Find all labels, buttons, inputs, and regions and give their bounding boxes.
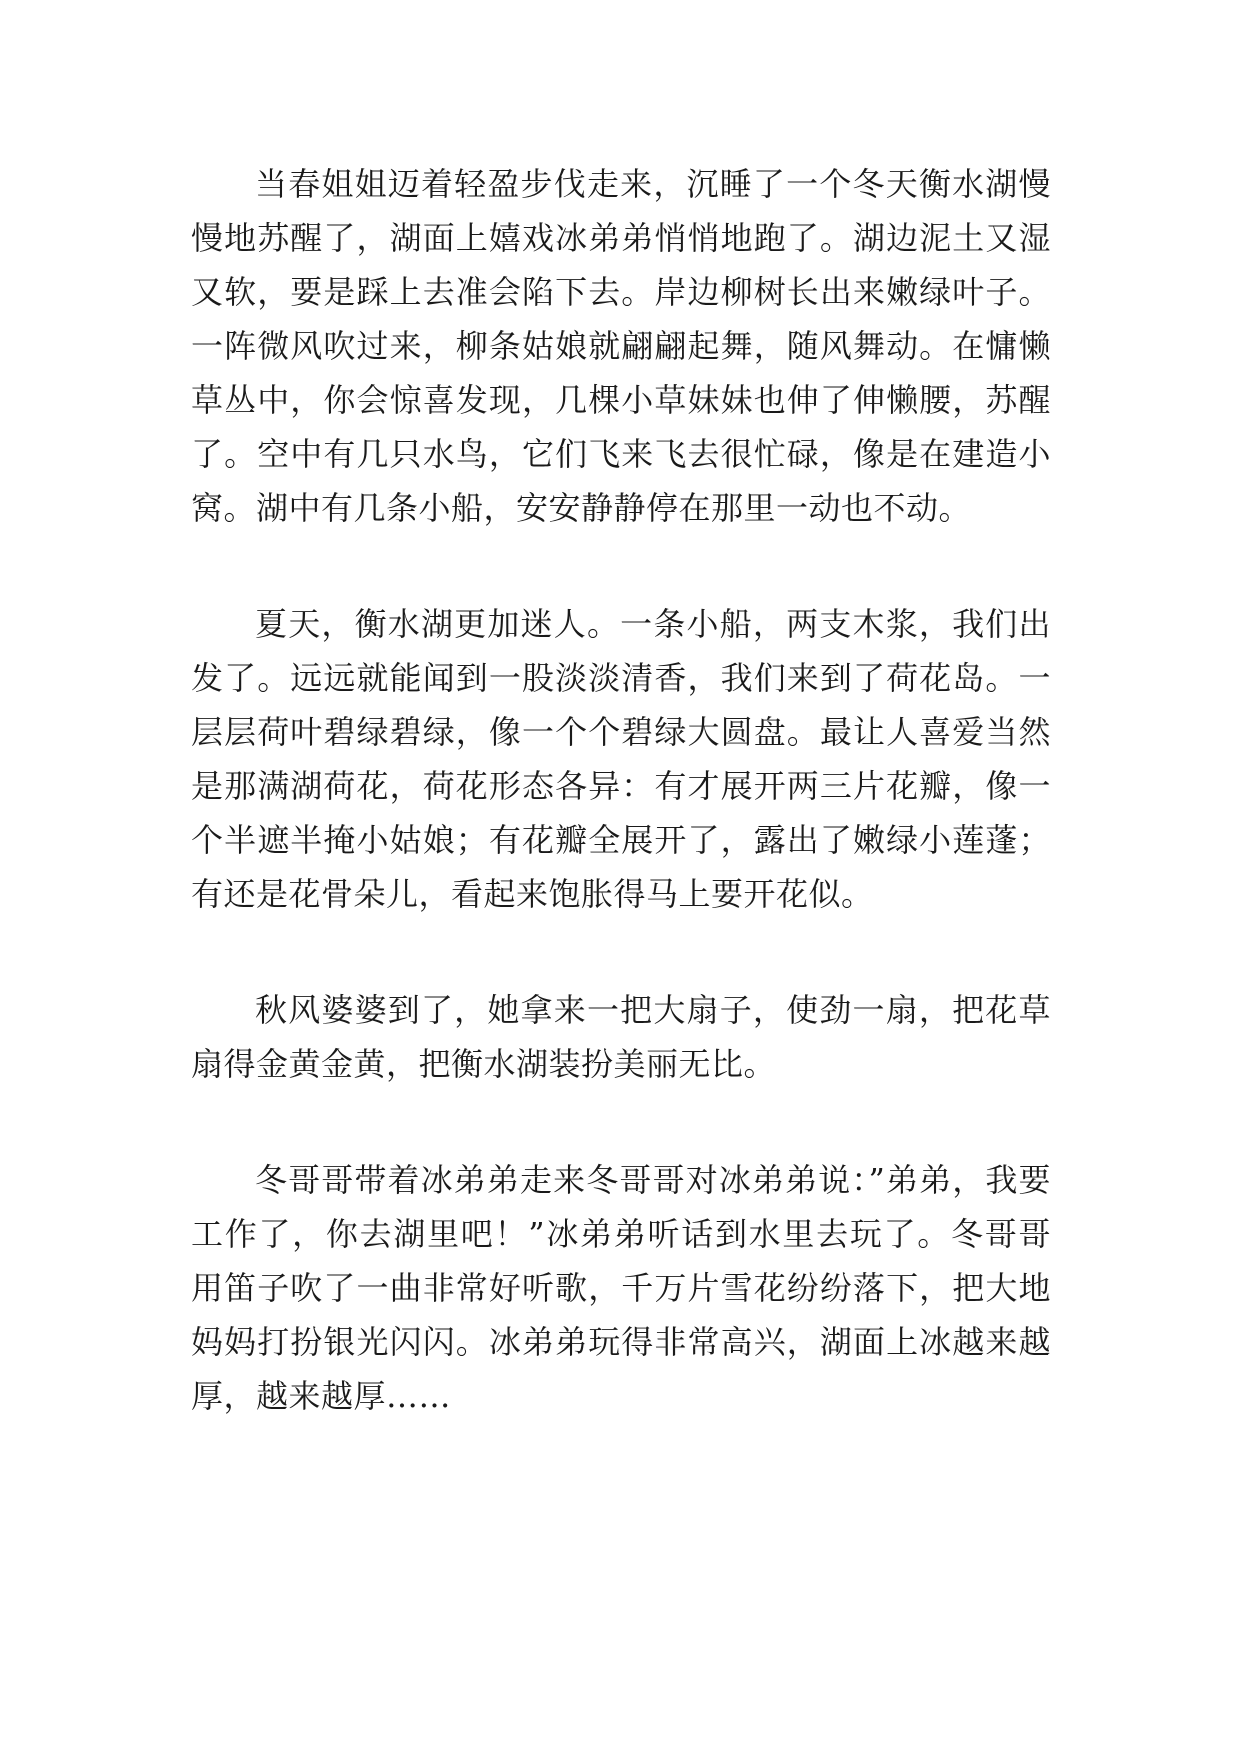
paragraph-winter: 冬哥哥带着冰弟弟走来冬哥哥对冰弟弟说：”弟弟，我要工作了，你去湖里吧！”冰弟弟听话到水里去玩了。冬哥哥用笛子吹了一曲非常好听歌，千万片雪花纷纷落下，把大地妈妈打扮银光闪闪。冰弟弟玩得非常高兴，湖面上冰越来越厚，越来越厚…… (191, 1161, 1051, 1415)
paragraph-spring: 当春姐姐迈着轻盈步伐走来，沉睡了一个冬天衡水湖慢慢地苏醒了，湖面上嬉戏冰弟弟悄悄地跑了。湖边泥土又湿又软，要是踩上去准会陷下去。岸边柳树长出来嫩绿叶子。一阵微风吹过来，柳条姑娘就翩翩起舞，随风舞动。在慵懒草丛中，你会惊喜发现，几棵小草妹妹也伸了伸懒腰，苏醒了。空中有几只水鸟，它们飞来飞去很忙碌，像是在建造小窝。湖中有几条小船，安安静静停在那里一动也不动。 (191, 165, 1051, 527)
paragraph-autumn: 秋风婆婆到了，她拿来一把大扇子，使劲一扇，把花草扇得金黄金黄，把衡水湖装扮美丽无比。 (191, 991, 1051, 1083)
text-column (191, 157, 1051, 1423)
paragraph-summer: 夏天，衡水湖更加迷人。一条小船，两支木浆，我们出发了。远远就能闻到一股淡淡清香，我们来到了荷花岛。一层层荷叶碧绿碧绿，像一个个碧绿大圆盘。最让人喜爱当然是那满湖荷花，荷花形态各异：有才展开两三片花瓣，像一个半遮半掩小姑娘；有花瓣全展开了，露出了嫩绿小莲蓬；有还是花骨朵儿，看起来饱胀得马上要开花似。 (191, 605, 1051, 913)
